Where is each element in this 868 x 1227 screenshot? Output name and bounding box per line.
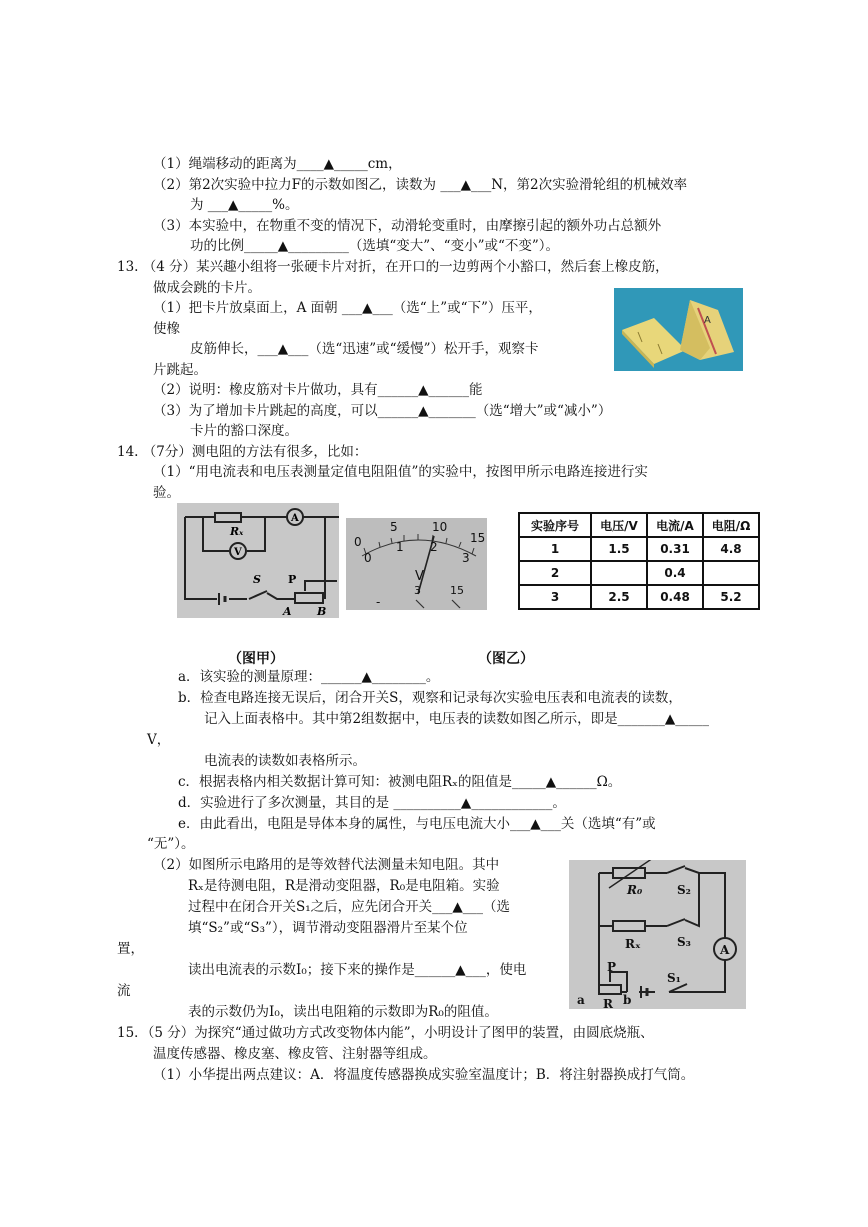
q13-sub1-cont2: 皮筋伸长，___▲___（选“迅速”或“缓慢”）松开手，观察卡 bbox=[190, 341, 539, 357]
q14-sub2: （2）如图所示电路用的是等效替代法测量未知电阻。其中 bbox=[153, 857, 500, 873]
q14-sub2-cont6: 流 bbox=[117, 983, 131, 999]
q13-sub2: （2）说明：橡皮筋对卡片做功，具有______▲______能 bbox=[153, 382, 483, 398]
end-b-label-2: b bbox=[623, 993, 632, 1007]
q12-sub3: （3）本实验中，在物重不变的情况下，动滑轮变重时，由摩擦引起的额外功占总额外 bbox=[153, 218, 662, 234]
table-header: 实验序号 bbox=[519, 513, 591, 537]
table-cell: 2.5 bbox=[591, 585, 647, 609]
q15-stem: 15．（5 分）为探究“通过做功方式改变物体内能”，小明设计了图甲的装置，由圆底烧瓶、 bbox=[117, 1025, 654, 1041]
table-header: 电压/V bbox=[591, 513, 647, 537]
bottom-scale-2: 2 bbox=[430, 540, 438, 554]
q13-sub1-cont: 使橡 bbox=[153, 321, 180, 337]
q13-sub3-cont: 卡片的豁口深度。 bbox=[190, 423, 298, 439]
voltmeter-dial bbox=[346, 518, 487, 610]
bottom-scale-3: 3 bbox=[462, 551, 470, 565]
table-cell: 2 bbox=[519, 561, 591, 585]
q14-sub2-cont7: 表的示数仍为I₀，读出电阻箱的示数即为R₀的阻值。 bbox=[188, 1004, 498, 1020]
ammeter-label: A bbox=[291, 513, 299, 524]
table-row bbox=[519, 537, 759, 561]
s3-label: S₃ bbox=[677, 935, 691, 949]
table-cell: 0.31 bbox=[647, 537, 703, 561]
q14-b-cont2: 电流表的读数如表格所示。 bbox=[204, 753, 366, 769]
table-header: 电流/A bbox=[647, 513, 703, 537]
table-cell: 1.5 bbox=[591, 537, 647, 561]
q13-sub1-cont3: 片跳起。 bbox=[153, 362, 207, 378]
table-cell bbox=[703, 561, 759, 585]
q14-e: e．由此看出，电阻是导体本身的属性，与电压电流大小___▲___关（选填“有”或 bbox=[178, 816, 656, 832]
rx-label-2: Rₓ bbox=[625, 937, 641, 951]
q14-sub2-cont2: 过程中在闭合开关S₁之后，应先闭合开关___▲___（选 bbox=[188, 899, 511, 915]
q12-sub3-cont: 功的比例_____▲_________（选填“变大”、“变小”或“不变”）。 bbox=[190, 238, 560, 254]
q15-stem-cont: 温度传感器、橡皮塞、橡皮管、注射器等组成。 bbox=[153, 1046, 437, 1062]
q14-b-unit: V， bbox=[147, 732, 171, 748]
end-a-label: A bbox=[283, 605, 292, 618]
table-header: 电阻/Ω bbox=[703, 513, 759, 537]
voltmeter-unit: V bbox=[415, 569, 424, 584]
end-b-label: B bbox=[317, 605, 327, 618]
slider-label-2: P bbox=[607, 960, 617, 974]
terminal-15: 15 bbox=[450, 584, 464, 597]
top-scale-15: 15 bbox=[470, 531, 486, 545]
caption-fig-jia: （图甲） bbox=[228, 651, 284, 667]
q12-sub2: （2）第2次实验中拉力F的示数如图乙，读数为 ___▲___N，第2次实验滑轮组的机械效率 bbox=[153, 177, 688, 193]
slider-label: P bbox=[288, 573, 297, 586]
q14-d: d．实验进行了多次测量，其目的是 __________▲____________。 bbox=[178, 795, 566, 811]
table-cell: 0.48 bbox=[647, 585, 703, 609]
jumping-card-photo bbox=[614, 288, 743, 371]
table-cell: 1 bbox=[519, 537, 591, 561]
q13-sub1: （1）把卡片放桌面上，A 面朝 ___▲___（选“上”或“下”）压平， bbox=[153, 300, 542, 316]
table-row bbox=[519, 585, 759, 609]
q14-sub1: （1）“用电流表和电压表测量定值电阻阻值”的实验中，按图甲所示电路连接进行实 bbox=[153, 464, 648, 480]
s2-label: S₂ bbox=[677, 883, 691, 897]
q14-sub2-cont4: 置， bbox=[117, 941, 144, 957]
table-cell: 3 bbox=[519, 585, 591, 609]
q14-sub1-cont: 验。 bbox=[153, 485, 180, 501]
q14-b-cont: 记入上面表格中。其中第2组数据中，电压表的读数如图乙所示，即是_______▲_____ bbox=[204, 711, 709, 727]
q14-a: a．该实验的测量原理：______▲________。 bbox=[178, 669, 440, 685]
rx-label: Rₓ bbox=[230, 525, 244, 538]
q14-stem: 14. （7分）测电阻的方法有很多，比如： bbox=[117, 444, 368, 460]
table-cell: 4.8 bbox=[703, 537, 759, 561]
r-label: R bbox=[603, 997, 613, 1009]
q14-b: b．检查电路连接无误后，闭合开关S，观察和记录每次实验电压表和电流表的读数， bbox=[178, 690, 682, 706]
top-scale-0: 0 bbox=[354, 535, 362, 549]
terminal-3: 3 bbox=[414, 584, 421, 597]
top-scale-10: 10 bbox=[432, 520, 448, 534]
top-scale-5: 5 bbox=[390, 520, 398, 534]
table-cell: 0.4 bbox=[647, 561, 703, 585]
q14-sub2-cont3: 填“S₂”或“S₃”），调节滑动变阻器滑片至某个位 bbox=[188, 920, 468, 936]
voltmeter-label: V bbox=[234, 547, 242, 558]
table-row bbox=[519, 561, 759, 585]
bottom-scale-0: 0 bbox=[364, 551, 372, 565]
circuit-diagram-substitution bbox=[569, 860, 746, 1009]
q12-sub2-cont: 为 ___▲_____%。 bbox=[190, 197, 299, 213]
data-table bbox=[518, 512, 760, 610]
caption-fig-yi: （图乙） bbox=[478, 651, 534, 667]
q14-e-cont: “无”）。 bbox=[147, 836, 195, 852]
circuit-diagram-jia bbox=[177, 503, 339, 618]
bottom-scale-1: 1 bbox=[396, 540, 404, 554]
q12-sub1: （1）绳端移动的距离为____▲_____cm， bbox=[153, 156, 402, 172]
s1-label: S₁ bbox=[667, 971, 681, 985]
card-label: A bbox=[704, 315, 711, 326]
r0-label: R₀ bbox=[627, 883, 643, 897]
terminal-neg: - bbox=[376, 595, 381, 609]
table-cell: 5.2 bbox=[703, 585, 759, 609]
q14-c: c．根据表格内相关数据计算可知：被测电阻Rₓ的阻值是_____▲______Ω。 bbox=[178, 774, 622, 790]
q13-stem: 13. （4 分）某兴趣小组将一张硬卡片对折，在开口的一边剪两个小豁口，然后套上橡皮筋， bbox=[117, 259, 669, 275]
q13-sub3: （3）为了增加卡片跳起的高度，可以______▲_______（选“增大”或“减小”） bbox=[153, 403, 612, 419]
ammeter-label-2: A bbox=[720, 943, 730, 957]
q15-sub1: （1）小华提出两点建议：A．将温度传感器换成实验室温度计；B．将注射器换成打气筒。 bbox=[153, 1067, 695, 1083]
q14-sub2-cont: Rₓ是待测电阻，R是滑动变阻器，R₀是电阻箱。实验 bbox=[188, 878, 500, 894]
switch-label: S bbox=[253, 573, 261, 586]
table-cell bbox=[591, 561, 647, 585]
end-a-label-2: a bbox=[577, 993, 585, 1007]
q13-stem-cont: 做成会跳的卡片。 bbox=[153, 280, 261, 296]
q14-sub2-cont5: 读出电流表的示数I₀；接下来的操作是______▲___，使电 bbox=[188, 962, 527, 978]
